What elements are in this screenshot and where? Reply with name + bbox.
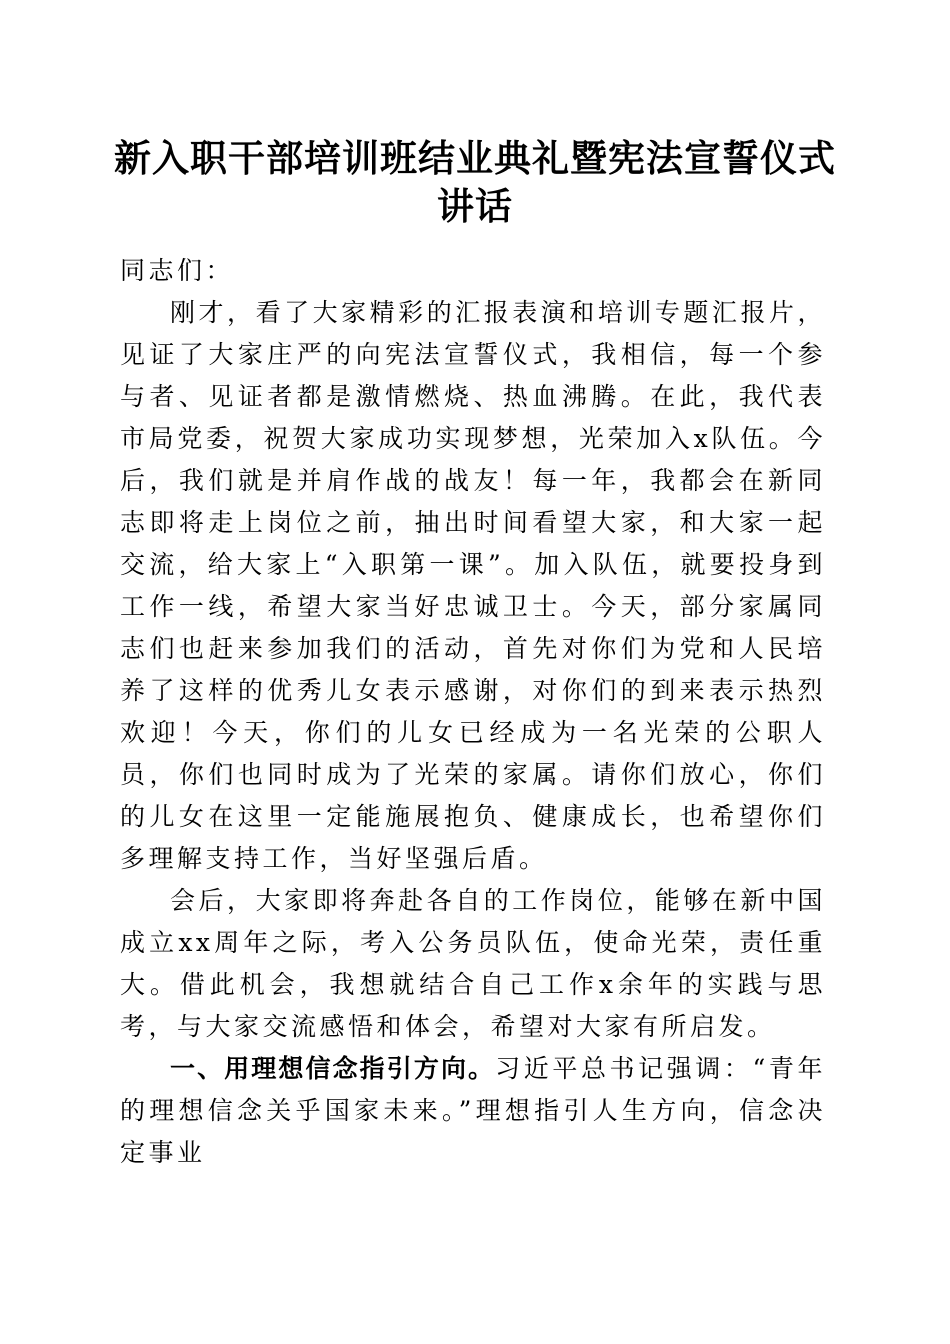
section-one-paragraph [120, 1048, 826, 1174]
section-one-heading: 一、用理想信念指引方向。 [170, 1054, 496, 1083]
paragraph-opening: 刚才，看了大家精彩的汇报表演和培训专题汇报片，见证了大家庄严的向宪法宣誓仪式，我相信，每一个参与者、见证者都是激情燃烧、热血沸腾。在此，我代表市局党委，祝贺大家成功实现梦想，光荣加入x队伍。今后，我们就是并肩作战的战友！每一年，我都会在新同志即将走上岗位之前，抽出时间看望大家，和大家一起交流，给大家上“入职第一课”。加入队伍，就要投身到工作一线，希望大家当好忠诚卫士。今天，部分家属同志们也赶来参加我们的活动，首先对你们为党和人民培养了这样的优秀儿女表示感谢，对你们的到来表示热烈欢迎！今天，你们的儿女已经成为一名光荣的公职人员，你们也同时成为了光荣的家属。请你们放心，你们的儿女在这里一定能施展抱负、健康成长，也希望你们多理解支持工作，当好坚强后盾。 [120, 298, 826, 873]
paragraph-after-meeting: 会后，大家即将奔赴各自的工作岗位，能够在新中国成立xx周年之际，考入公务员队伍，使命光荣，责任重大。借此机会，我想就结合自己工作x余年的实践与思考，与大家交流感悟和体会，希望对大家有所启发。 [120, 886, 826, 1041]
salutation: 同志们： [120, 256, 235, 285]
document-body [120, 250, 826, 1174]
document-title: 新入职干部培训班结业典礼暨宪法宣誓仪式讲话 [114, 136, 836, 228]
section-one-text: 习近平总书记强调：“青年的理想信念关乎国家未来。”理想指引人生方向，信念决定事业 [120, 1054, 826, 1167]
